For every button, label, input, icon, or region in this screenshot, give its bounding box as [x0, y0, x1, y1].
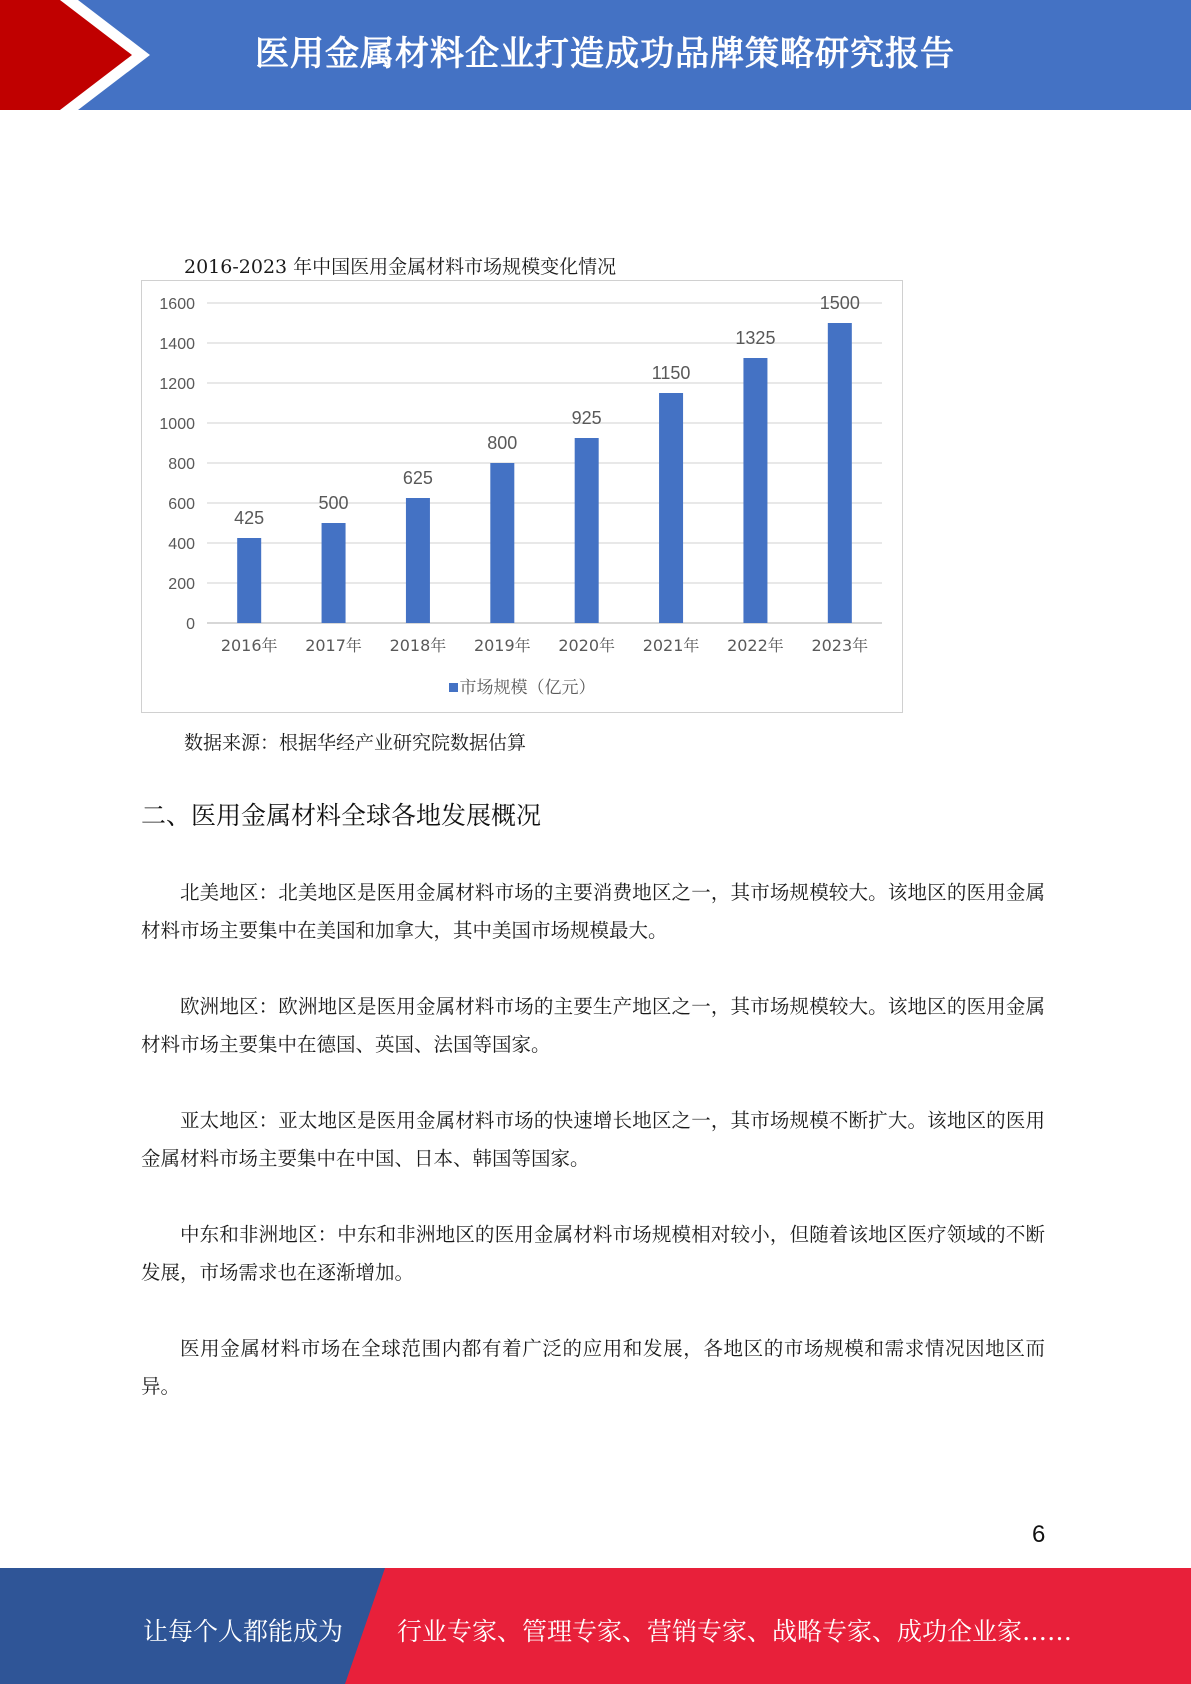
y-tick-label: 600 — [168, 496, 195, 513]
data-label: 625 — [402, 468, 433, 488]
bar-chart — [141, 280, 903, 713]
y-tick-label: 200 — [168, 576, 195, 593]
legend-label: 市场规模（亿元） — [459, 678, 596, 697]
x-tick-label: 2018年 — [389, 636, 447, 655]
report-title: 医用金属材料企业打造成功品牌策略研究报告 — [255, 34, 955, 74]
bar — [828, 323, 852, 623]
legend-swatch — [449, 683, 458, 692]
paragraph-europe: 欧洲地区：欧洲地区是医用金属材料市场的主要生产地区之一，其市场规模较大。该地区的医用金属材料市场主要集中在德国、英国、法国等国家。 — [141, 995, 1045, 1056]
y-tick-label: 1400 — [159, 336, 195, 353]
footer-slogan-left: 让每个人都能成为 — [143, 1617, 344, 1646]
x-tick-label: 2016年 — [220, 636, 278, 655]
bar — [490, 463, 514, 623]
page-footer — [0, 1568, 1191, 1684]
y-tick-label: 400 — [168, 536, 195, 553]
paragraph-summary: 医用金属材料市场在全球范围内都有着广泛的应用和发展，各地区的市场规模和需求情况因地区而异。 — [141, 1337, 1045, 1398]
paragraph-asia-pacific: 亚太地区：亚太地区是医用金属材料市场的快速增长地区之一，其市场规模不断扩大。该地区的医用金属材料市场主要集中在中国、日本、韩国等国家。 — [141, 1109, 1045, 1170]
data-label: 925 — [571, 408, 602, 428]
x-tick-label: 2022年 — [727, 636, 784, 655]
chart-legend — [142, 673, 902, 698]
x-tick-label: 2017年 — [305, 636, 362, 655]
x-tick-label: 2023年 — [811, 636, 869, 655]
data-label: 425 — [234, 508, 265, 528]
y-tick-label: 0 — [186, 616, 195, 633]
bar-chart-canvas — [142, 281, 904, 714]
bar — [659, 393, 683, 623]
footer-slogan-right: 行业专家、管理专家、营销专家、战略专家、成功企业家…… — [397, 1617, 1073, 1646]
source-note: 数据来源：根据华经产业研究院数据估算 — [184, 732, 527, 754]
x-tick-label: 2021年 — [642, 636, 700, 655]
y-tick-label: 800 — [168, 456, 195, 473]
paragraph-middle-east-africa: 中东和非洲地区：中东和非洲地区的医用金属材料市场规模相对较小，但随着该地区医疗领域的不断发展，市场需求也在逐渐增加。 — [141, 1223, 1045, 1284]
y-tick-label: 1000 — [159, 416, 195, 433]
x-tick-label: 2019年 — [473, 636, 531, 655]
x-tick-label: 2020年 — [558, 636, 616, 655]
paragraph-north-america: 北美地区：北美地区是医用金属材料市场的主要消费地区之一，其市场规模较大。该地区的医用金属材料市场主要集中在美国和加拿大，其中美国市场规模最大。 — [141, 881, 1045, 942]
data-label: 800 — [487, 433, 518, 453]
data-label: 1150 — [651, 363, 691, 383]
bar — [322, 523, 346, 623]
bar — [237, 538, 261, 623]
page-header — [0, 0, 1191, 110]
bar — [743, 358, 767, 623]
bar — [406, 498, 430, 623]
y-tick-label: 1200 — [159, 376, 195, 393]
page-number: 6 — [1032, 1521, 1046, 1548]
bar — [575, 438, 599, 623]
y-tick-label: 1600 — [159, 296, 195, 313]
chart-caption: 2016-2023 年中国医用金属材料市场规模变化情况 — [184, 256, 617, 278]
data-label: 1500 — [819, 293, 860, 313]
data-label: 500 — [318, 493, 349, 513]
section-heading: 二、医用金属材料全球各地发展概况 — [141, 801, 542, 830]
data-label: 1325 — [735, 328, 776, 348]
